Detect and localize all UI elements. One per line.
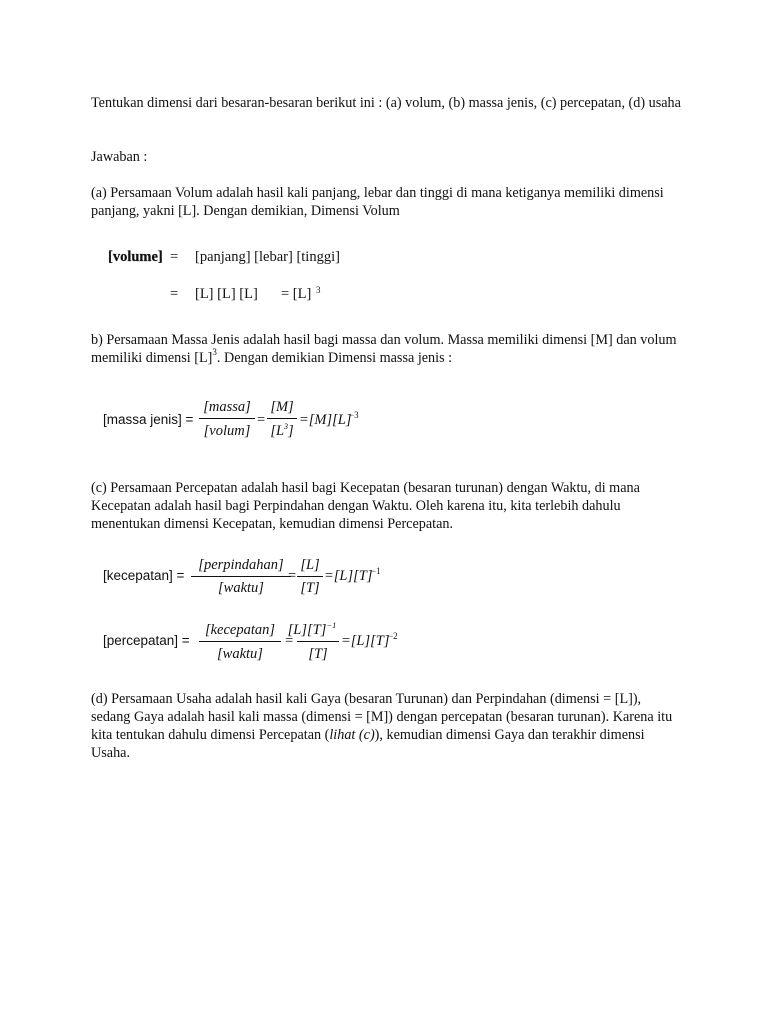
volume-rhs-2: [L] [L] [L] [195,286,258,302]
part-b-text-2: . Dengan demikian Dimensi massa jenis : [216,350,453,366]
acceleration-fraction-1 [199,619,281,665]
density-denominator-1: [volum] [203,423,251,439]
volume-rhs-3: = [L] [281,286,312,302]
question-text: Tentukan dimensi dari besaran-besaran berikut ini : (a) volum, (b) massa jenis, (c) percepatan, (d) usaha [91,95,681,111]
velocity-rhs-exponent: −1 [371,566,381,576]
acceleration-denominator-1: [waktu] [217,646,263,662]
volume-rhs-1: [panjang] [lebar] [tinggi] [195,249,340,265]
acceleration-rhs-exponent: −2 [388,631,398,641]
velocity-denominator-2: [T] [300,580,320,596]
density-eq-sign: = [257,412,266,428]
fraction-bar [297,576,323,577]
velocity-fraction-1 [191,556,291,600]
acceleration-numerator-exponent: −1 [326,620,337,630]
part-b-text-exponent: 3 [212,347,217,358]
volume-lhs: [volume] [108,249,163,265]
acceleration-rhs: =[L][T] [341,633,390,649]
acceleration-lhs: [percepatan] = [103,633,190,648]
density-numerator-1: [massa] [203,399,251,415]
acceleration-numerator-2 [285,621,339,640]
density-fraction-2 [267,396,297,442]
velocity-eq-sign: = [288,568,297,584]
part-d-text-italic: lihat (c) [329,727,375,743]
acceleration-numerator-1: [kecepatan] [204,622,276,638]
density-rhs: =[M][L] [299,412,352,428]
part-a-text: (a) Persamaan Volum adalah hasil kali panjang, lebar dan tinggi di mana ketiganya memiliki dimensi panjang, yakni [L]. Dengan demikian, Dimensi Volum [91,185,664,219]
density-denominator-exponent: 3 [284,422,289,431]
fraction-bar [199,641,281,642]
fraction-bar [297,641,339,642]
volume-equation [108,246,368,306]
density-equation [103,396,373,446]
part-d-text [91,690,681,762]
velocity-numerator-1: [perpindahan] [198,557,284,573]
fraction-bar [199,418,255,419]
acceleration-equation [103,619,413,669]
density-denominator-close: ] [288,423,294,439]
density-rhs-exponent: −3 [349,410,359,420]
velocity-lhs: [kecepatan] = [103,568,185,583]
acceleration-denominator-2: [T] [308,646,328,662]
volume-exponent: 3 [316,285,321,295]
part-c-text: (c) Persamaan Percepatan adalah hasil bagi Kecepatan (besaran turunan) dengan Waktu, di mana Kecepatan adalah hasil bagi Perpindahan dengan Waktu. Oleh karena itu, kita terlebih dahulu menentukan dimensi Kecepatan, kemudian dimensi Percepatan. [91,480,640,532]
density-numerator-2: [M] [270,399,294,415]
volume-eq-sign-1: = [170,249,179,265]
density-lhs: [massa jenis] = [103,412,194,427]
part-b-text-1: b) Persamaan Massa Jenis adalah hasil bagi massa dan volum. Massa memiliki dimensi [M] dan volum memiliki dimensi [L] [91,332,677,366]
velocity-fraction-2 [297,556,323,600]
acceleration-eq-sign: = [285,633,294,649]
acceleration-numerator-base: [L][T] [287,622,327,638]
part-b-text [91,331,681,367]
velocity-rhs: =[L][T] [324,568,373,584]
density-denominator-2 [267,422,297,442]
velocity-denominator-1: [waktu] [218,580,264,596]
part-d-text-2: ), kemudian dimensi Gaya dan terakhir dimensi Usaha. [91,727,645,761]
density-fraction-1 [199,396,255,442]
density-denominator-base: [L [270,423,285,439]
part-d-text-1: (d) Persamaan Usaha adalah hasil kali Gaya (besaran Turunan) dan Perpindahan (dimensi = [L]), sedang Gaya adalah hasil kali massa (dimensi = [M]) dengan percepatan (besaran turunan). Karena itu kita tentukan dahulu dimensi Percepatan ( [91,691,673,743]
answer-label: Jawaban : [91,149,148,165]
velocity-equation [103,556,393,604]
velocity-numerator-2: [L] [300,557,320,573]
volume-eq-sign-2: = [170,286,179,302]
acceleration-fraction-2 [285,619,339,665]
fraction-bar [191,576,291,577]
fraction-bar [267,418,297,419]
